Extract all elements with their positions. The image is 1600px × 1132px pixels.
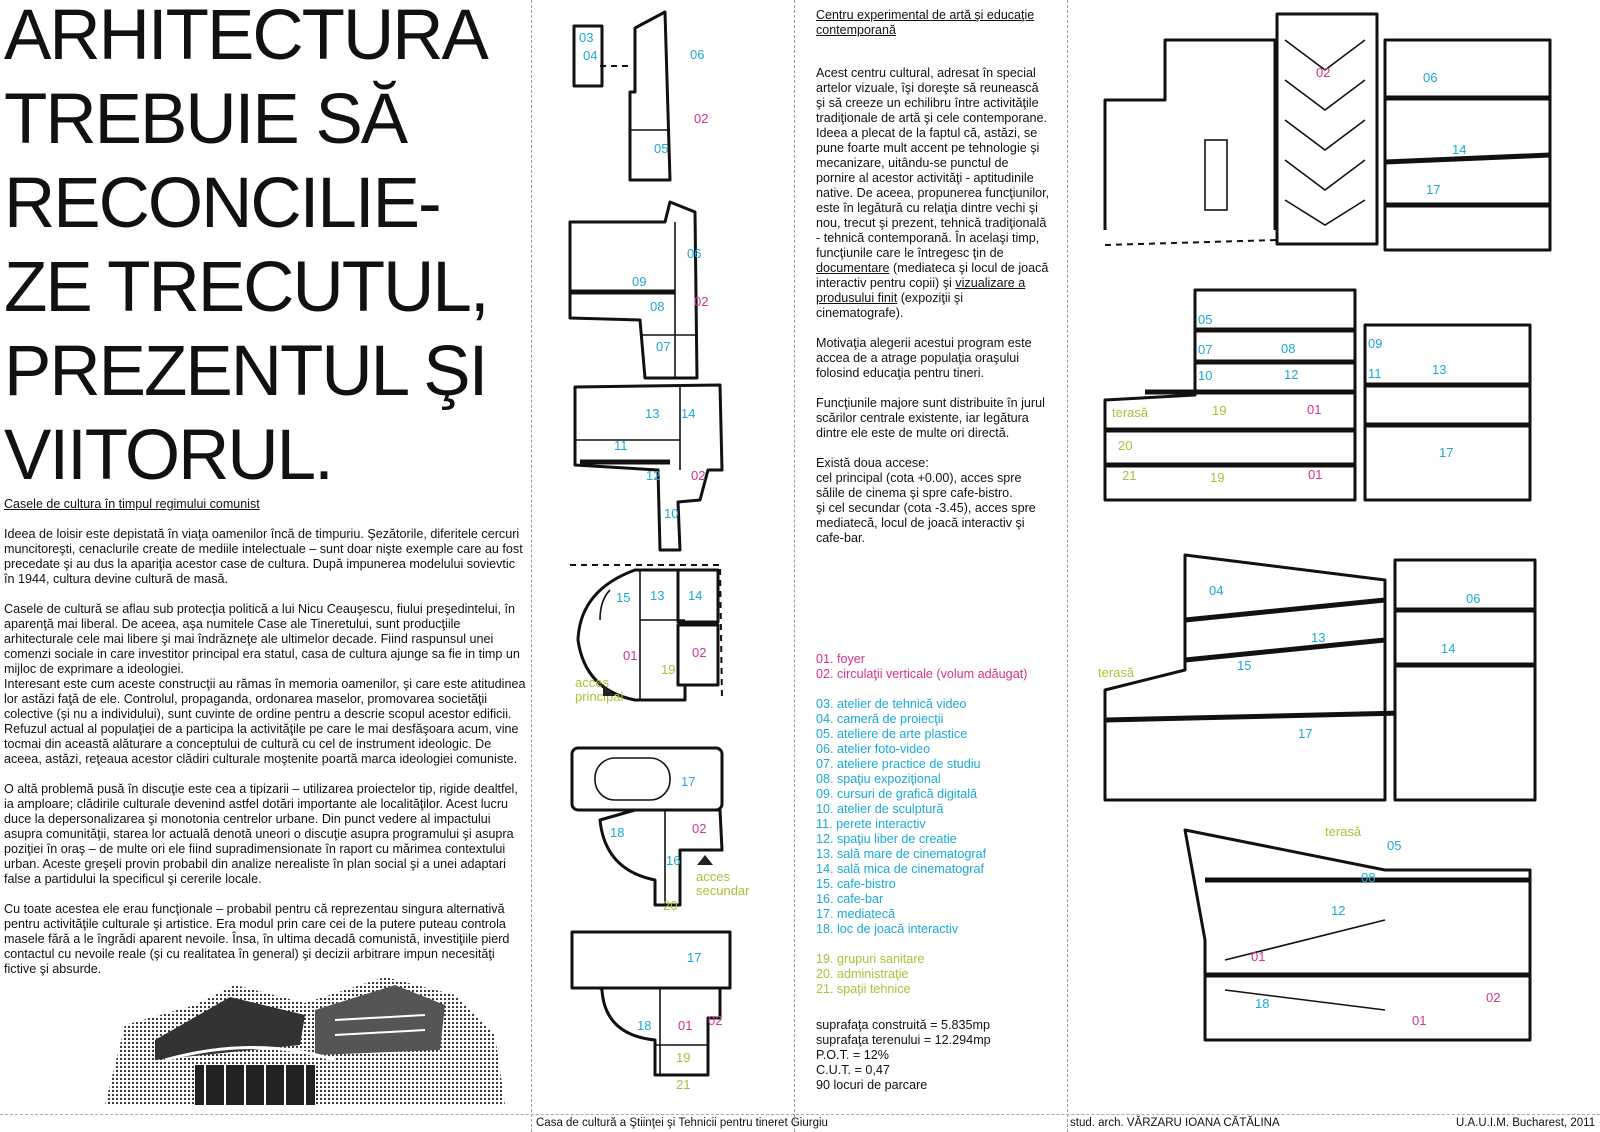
plan-room-label: 02: [694, 294, 709, 309]
section-room-label: 01: [1307, 402, 1322, 417]
title-line: ZE TRECUTUL,: [4, 248, 488, 327]
access-label-line: principal: [575, 689, 624, 704]
plan-room-label: 20: [663, 898, 678, 913]
legend-item: 09. cursuri de grafică digitală: [816, 787, 978, 801]
section-room-label: 17: [1298, 726, 1313, 741]
stat-line: suprafaţa terenului = 12.294mp: [816, 1033, 991, 1047]
plan-room-label: 10: [664, 506, 679, 521]
left-paragraph: Cu toate acestea ele erau funcţionale – probabil pentru că reprezentau singura alternativă pentru activităţile culturale şi artistice. Era modul prin care cei de la putere puteau controla masele fără a le îngrădi aparent nevoile. Însa, în ultima decadă comunistă, investiţiile pierd contactul cu nevoile reale (şi cu realitatea în general) şi decizii arbitrare impun necesităţi fictive şi absurde.: [4, 902, 510, 976]
section-room-label: 13: [1311, 630, 1326, 645]
plan-room-label: 14: [688, 588, 703, 603]
site-statistics: [816, 1018, 991, 1093]
middle-body-text: [816, 66, 1051, 561]
legend-item: 02. circulaţii verticale (volum adăugat): [816, 667, 1028, 681]
left-body-text: [4, 527, 528, 992]
left-section-heading: Casele de cultura în timpul regimului comunist: [4, 497, 260, 511]
access-label-line: acces: [575, 675, 609, 690]
middle-section-heading: Centru experimental de artă şi educaţie contemporană: [816, 8, 1035, 37]
legend-item: 19. grupuri sanitare: [816, 952, 925, 966]
section-room-label: 08: [1361, 870, 1376, 885]
middle-underlined-text: documentare: [816, 261, 890, 275]
legend-item: 18. loc de joacă interactiv: [816, 922, 959, 936]
section-terrace-label: terasă: [1098, 665, 1135, 680]
plan-room-label: 01: [678, 1018, 693, 1033]
plan-room-label: 07: [656, 339, 671, 354]
plan-room-label: 05: [654, 141, 669, 156]
middle-paragraph: Funcţiunile majore sunt distribuite în jurul scărilor centrale existente, iar legătura dintre ele este de multe ori directă.: [816, 396, 1045, 440]
section-room-label: 10: [1198, 368, 1213, 383]
plan-room-label: 12: [646, 468, 661, 483]
plan-room-label: 02: [691, 468, 706, 483]
section-room-label: 21: [1122, 468, 1137, 483]
plan-room-label: 14: [681, 406, 696, 421]
legend-item: 03. atelier de tehnică video: [816, 697, 967, 711]
access-label: [696, 870, 749, 898]
middle-text: (expoziţii şi cinematografe).: [816, 291, 964, 320]
plan-room-label: 18: [610, 825, 625, 840]
plan-room-label: 02: [708, 1013, 723, 1028]
section-room-label: 15: [1237, 658, 1252, 673]
column-separator-3: [1067, 0, 1068, 1132]
floor-plans-sketch: [540, 0, 800, 1110]
plan-room-label: 18: [637, 1018, 652, 1033]
page-title: [4, 0, 524, 498]
plan-room-label: 02: [694, 111, 709, 126]
building-photo: [95, 965, 515, 1115]
legend-gap: [816, 937, 1027, 952]
left-paragraph: O altă problemă pusă în discuţie este cea a tipizarii – utilizarea proiectelor tip, rigide dealtfel, ia amploare; clădirile culturale devenind astfel dotări importante ale localităţilor. Acest lucru duce la depersonalizarea şi monotonia centrelor urbane. Din punct vedere al impactului asupra comunităţii, starea lor actuală denotă uneori o discuţie asupra programului şi asupra poziţiei în oraş – de multe ori ele fiind supradimensionate în raport cu mărimea contextului urban. Aceste greşeli provin probabil din analize nerealiste în plan social şi a unei adaptari false a partidului la specificul şi cererile locale.: [4, 782, 518, 886]
legend-item: 16. cafe-bar: [816, 892, 884, 906]
legend-item: 14. sală mica de cinematograf: [816, 862, 985, 876]
plan-room-label: 08: [650, 299, 665, 314]
legend-item: 01. foyer: [816, 652, 866, 666]
footer-school: U.A.U.I.M. Bucharest, 2011: [1456, 1117, 1596, 1129]
plan-room-label: 09: [632, 274, 647, 289]
stat-line: C.U.T. = 0,47: [816, 1063, 890, 1077]
legend-item: 11. perete interactiv: [816, 817, 926, 831]
section-room-label: 05: [1387, 838, 1402, 853]
legend-item: 06. atelier foto-video: [816, 742, 931, 756]
middle-text: (mediateca şi locul de joacă interactiv pentru copii) şi: [816, 261, 1049, 290]
section-room-label: 01: [1251, 949, 1266, 964]
section-room-label: 14: [1441, 641, 1456, 656]
plan-room-label: 01: [623, 648, 638, 663]
section-room-label: 20: [1118, 438, 1133, 453]
legend-gap: [816, 682, 1027, 697]
plan-room-label: 04: [583, 48, 598, 63]
column-separator-1: [531, 0, 532, 1132]
middle-paragraph: Motivaţia alegerii acestui program este accea de a atrage populaţia oraşului folosind educaţia pentru tineri.: [816, 336, 1032, 380]
section-room-label: 07: [1198, 342, 1213, 357]
legend-item: 05. ateliere de arte plastice: [816, 727, 968, 741]
title-line: TREBUIE SĂ: [4, 80, 407, 159]
sections-sketch: [1085, 0, 1585, 1100]
section-room-label: 08: [1281, 341, 1296, 356]
plan-room-label: 13: [645, 406, 660, 421]
stat-line: suprafaţa construită = 5.835mp: [816, 1018, 990, 1032]
section-room-label: 14: [1452, 142, 1467, 157]
left-paragraph: Casele de cultură se aflau sub protecţia politică a lui Nicu Ceauşescu, fiului preşedintelui, în aparenţă mai liberal. De aceea, aşa numitele Case ale Tineretului, sunt producţiile arhitecturale cele mai libere şi mai îndrăzneţe ale ultimelor decade. Fiind raspunsul unei comenzi sociale in care investitor principal era statul, casa de cultura ajunge sa fie in timp un mijloc de exprimare a ideologiei. Interesant este cum aceste construcţii au rămas în memoria oamenilor, şi care este atitudinea lor astăzi faţă de ele. Controlul, propaganda, ordonarea maselor, promovarea societăţii colective (şi nu a individului), sunt cuvinte de ordine pentru a descrie scopul acestor edificii. Refuzul actual al populaţiei de a participa la activităţile pe care le mai desfăşoara acum, vine tocmai din această alăturare a conceptului de cultură cu cel de instrument ideologic. De aceea, astăzi, reţeaua acestor clădiri culturale moştenite poartă marca ideologiei comuniste.: [4, 602, 526, 766]
plan-room-label: 06: [690, 47, 705, 62]
plan-room-label: 13: [650, 588, 665, 603]
section-room-label: 02: [1316, 65, 1331, 80]
title-line: ARHITECTURA: [4, 0, 487, 75]
middle-paragraph: [816, 66, 1051, 321]
title-line: PREZENTUL ŞI: [4, 332, 487, 411]
plan-room-label: 11: [614, 438, 628, 453]
section-room-label: 12: [1331, 903, 1346, 918]
access-label-line: secundar: [696, 883, 750, 898]
section-room-label: 11: [1368, 366, 1382, 381]
section-room-label: 18: [1255, 996, 1270, 1011]
middle-paragraph: Există doua accese: cel principal (cota +0.00), acces spre sălile de cinema şi spre cafe-bistro. şi cel secundar (cota -3.45), acces spre mediatecă, locul de joacă interactiv şi cafe-bar.: [816, 456, 1036, 545]
section-room-label: 06: [1423, 70, 1438, 85]
section-room-label: 17: [1439, 445, 1454, 460]
legend-item: 21. spaţii tehnice: [816, 982, 911, 996]
footer-student: stud. arch. VĂRZARU IOANA CĂTĂLINA: [1070, 1117, 1280, 1129]
section-terrace-label: terasă: [1112, 405, 1149, 420]
plan-room-label: 06: [687, 246, 702, 261]
plan-room-label: 16: [666, 853, 681, 868]
legend-item: 07. ateliere practice de studiu: [816, 757, 981, 771]
plan-room-label: 02: [692, 821, 707, 836]
legend-item: 13. sală mare de cinematograf: [816, 847, 987, 861]
legend-item: 15. cafe-bistro: [816, 877, 896, 891]
section-room-label: 01: [1308, 467, 1323, 482]
middle-text: Acest centru cultural, adresat în special artelor vizuale, îşi doreşte să reunească şi să creeze un echilibru între activităţile tradiţionale de artă şi cele contemporane. Ideea a plecat de la faptul că, astăzi, se pune foarte mult accent pe tehnologie şi mecanizare, uitându-se punctul de pornire al acestor activităţi - aptitudinile native. De aceea, propunerea funcţiunilor, este în legătură cu relaţia dintre vechi şi nou, trecut şi prezent, tehnică tradiţională - tehnică contemporană. În acelaşi timp, funcţiunile care le întregesc ţin de: [816, 66, 1050, 260]
plan-room-label: 17: [687, 950, 702, 965]
legend-item: 10. atelier de sculptură: [816, 802, 944, 816]
middle-underlined-text: vizualizare a produsului finit: [816, 276, 1026, 305]
plan-room-label: 21: [676, 1077, 691, 1092]
section-room-label: 01: [1412, 1013, 1427, 1028]
legend-item: 12. spaţiu liber de creatie: [816, 832, 957, 846]
section-room-label: 19: [1212, 403, 1227, 418]
plan-room-label: 19: [661, 662, 676, 677]
left-paragraph: Ideea de loisir este depistată în viaţa oamenilor încă de timpuriu. Şezătorile, diferitele cercuri muncitoreşti, cenaclurile create de mediile intelectuale – sunt doar nişte exemple care au fost precedate şi au dus la apariţia acestor case de cultura. După impunerea modelului sovievtic în 1944, cultura devine cultură de masă.: [4, 527, 523, 586]
access-label: [575, 676, 623, 704]
section-room-label: 19: [1210, 470, 1225, 485]
room-legend: [816, 652, 1027, 997]
section-room-label: 06: [1466, 591, 1481, 606]
stat-line: 90 locuri de parcare: [816, 1078, 928, 1092]
section-room-label: 12: [1284, 367, 1299, 382]
plan-room-label: 02: [692, 645, 707, 660]
section-room-label: 13: [1432, 362, 1447, 377]
legend-item: 17. mediatecă: [816, 907, 896, 921]
section-room-label: 04: [1209, 583, 1224, 598]
section-room-label: 17: [1426, 182, 1441, 197]
section-room-label: 02: [1486, 990, 1501, 1005]
stat-line: P.O.T. = 12%: [816, 1048, 889, 1062]
title-line: VIITORUL.: [4, 416, 332, 495]
plan-room-label: 15: [616, 590, 631, 605]
title-line: RECONCILIE-: [4, 164, 440, 243]
plan-room-label: 17: [681, 774, 696, 789]
access-label-line: acces: [696, 869, 730, 884]
section-terrace-label: terasă: [1325, 824, 1362, 839]
footer-project-title: Casa de cultură a Ştiinţei şi Tehnicii pentru tineret Giurgiu: [536, 1117, 828, 1129]
plan-room-label: 19: [676, 1050, 691, 1065]
access-arrow-icon: [697, 855, 713, 865]
plan-room-label: 03: [579, 30, 594, 45]
section-room-label: 09: [1368, 336, 1383, 351]
access-arrow-icon: [603, 684, 615, 696]
legend-item: 20. administraţie: [816, 967, 909, 981]
section-room-label: 05: [1198, 312, 1213, 327]
legend-item: 04. cameră de proiecţii: [816, 712, 944, 726]
legend-item: 08. spaţiu expoziţional: [816, 772, 941, 786]
